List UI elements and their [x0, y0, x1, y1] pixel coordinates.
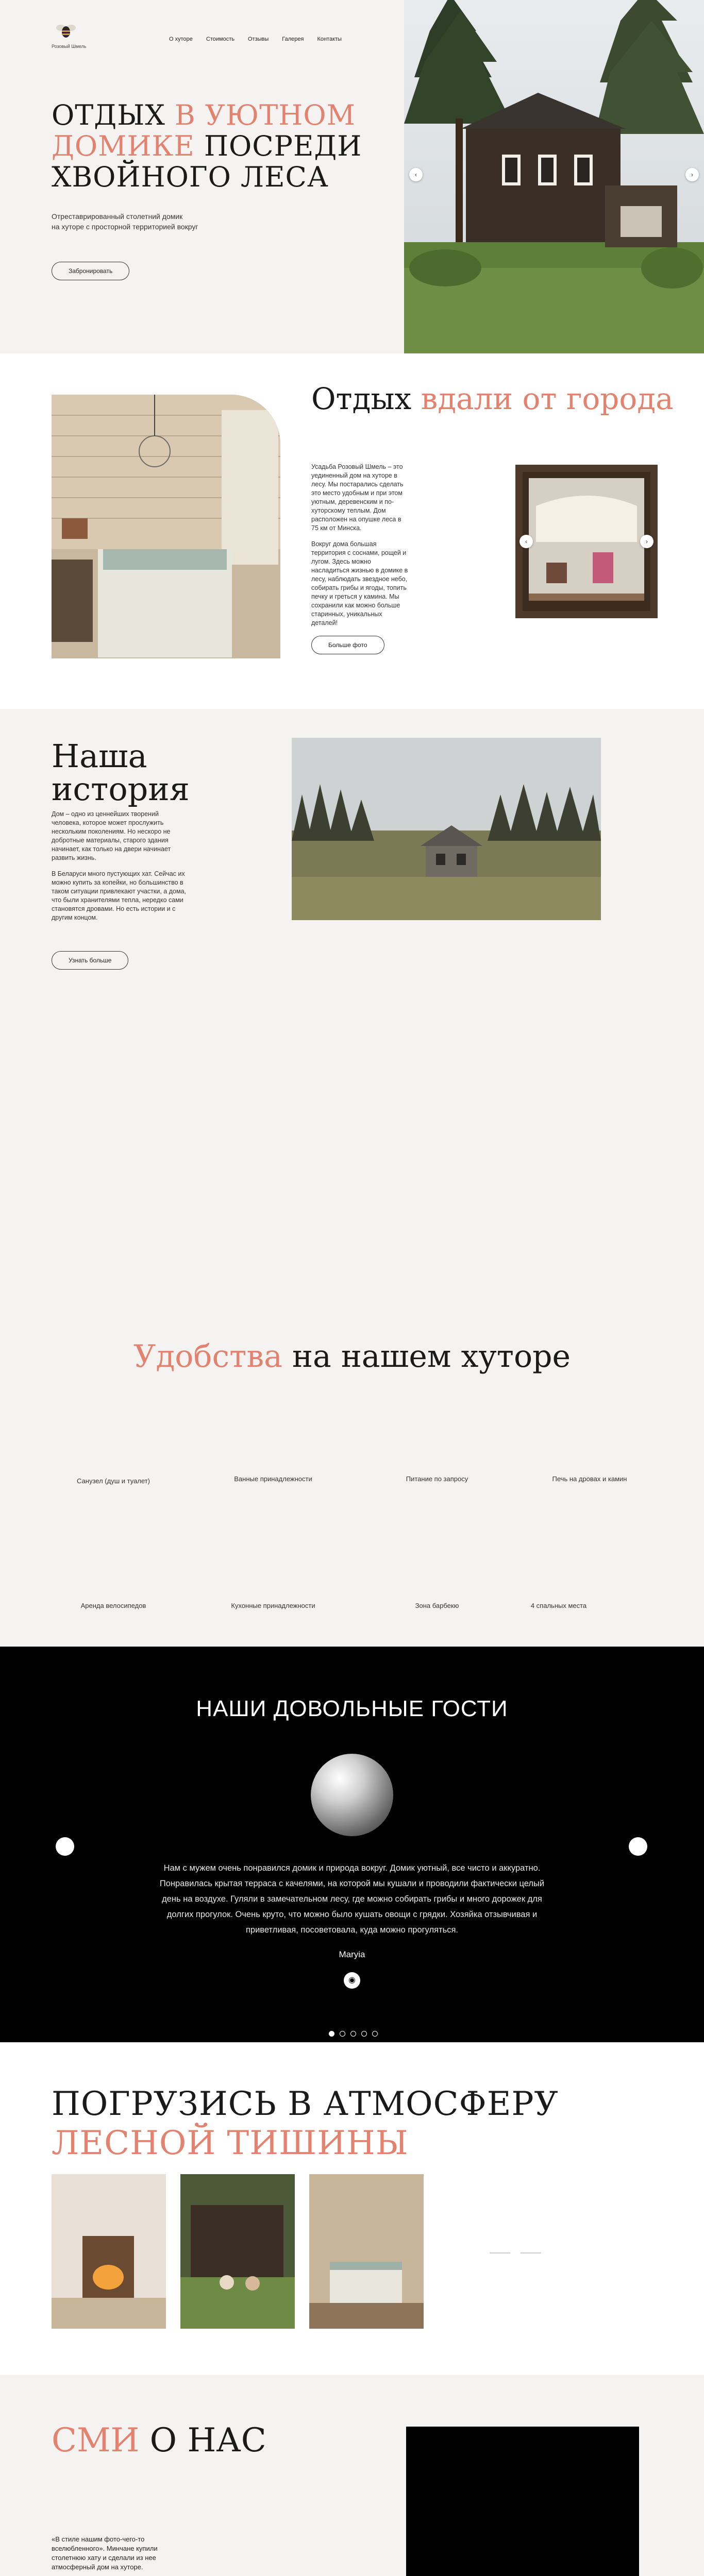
amenities-title-rest: на нашем хуторе [282, 1338, 571, 1375]
amenity-fireplace: Печь на дровах и камин [552, 1475, 627, 1483]
social-link-icon[interactable]: ◉ [344, 1972, 360, 1989]
reviews-next-arrow[interactable] [629, 1837, 647, 1856]
hero-subtitle-line2: на хуторе с просторной территорией вокруг [52, 223, 198, 231]
gallery-photo-fireplace[interactable] [52, 2174, 166, 2329]
history-title: Наша история [52, 737, 190, 808]
reviews-dot[interactable] [340, 2031, 345, 2037]
bee-logo-icon [56, 23, 76, 39]
old-house-photo [292, 738, 601, 920]
chevron-right-icon: › [691, 171, 693, 178]
amenities-title-accent: Удобства [133, 1338, 282, 1375]
hero-next-arrow[interactable] [685, 168, 699, 181]
about-title-accent: вдали от города [421, 381, 674, 416]
hero-house-photo [404, 0, 704, 353]
hero-subtitle-line1: Отреставрированный столетний домик [52, 212, 183, 221]
about-text [311, 463, 408, 635]
about-paragraph-1: Усадьба Розовый Шмель – это уединенный дом на хуторе в лесу. Мы постарались сделать это место удобным и при этом уютным, деревенским и по-хуторскому теплым. Дом расположен на опушке леса в 75 км от Минска. [311, 463, 404, 532]
about-section [0, 353, 704, 709]
learn-more-button[interactable]: Узнать больше [52, 951, 128, 970]
gallery-photo-terrace[interactable] [180, 2174, 295, 2329]
window-prev-arrow[interactable] [519, 535, 533, 548]
about-title-part1: Отдых [311, 381, 421, 416]
atmosphere-title [52, 2084, 559, 2163]
gallery-photo-kitchen[interactable] [309, 2174, 424, 2329]
nav-item-gallery[interactable]: Галерея [282, 36, 304, 42]
nav-item-contacts[interactable]: Контакты [317, 36, 342, 42]
amenities-title [0, 1338, 704, 1375]
hero-title-part2: ПОСРЕДИ ХВОЙНОГО ЛЕСА [52, 130, 362, 193]
amenity-bbq: Зона барбекю [415, 1602, 459, 1609]
interior-photo [52, 395, 280, 658]
history-section [0, 709, 704, 1647]
hero-title [52, 100, 371, 193]
reviewer-avatar [311, 1754, 393, 1836]
atmosphere-title-line2: ЛЕСНОЙ ТИШИНЫ [52, 2124, 409, 2162]
hero-left [0, 0, 404, 353]
media-title [52, 2421, 266, 2460]
chevron-left-icon: ‹ [525, 538, 527, 545]
amenity-food: Питание по запросу [406, 1475, 468, 1483]
amenity-bikes: Аренда велосипедов [80, 1602, 146, 1609]
main-nav [169, 36, 342, 42]
reviews-dot[interactable] [350, 2031, 356, 2037]
atmosphere-title-line1: ПОГРУЗИСЬ В АТМОСФЕРУ [52, 2085, 559, 2123]
about-title [311, 383, 674, 414]
hero-title-accent: В УЮТНОМ ДОМИКЕ [52, 99, 356, 162]
nav-item-reviews[interactable]: Отзывы [247, 36, 269, 42]
reviewer-name: Maryia [339, 1950, 365, 1959]
hero-book-button[interactable]: Забронировать [52, 262, 129, 280]
review-text: Нам с мужем очень понравился домик и природа вокруг. Домик уютный, все чисто и аккуратно. Понравилась крытая терраса с качелями, на которой мы кушали и проводили фактически целый день на воздухе. Гуляли в замечательном лесу, где можно собирать грибы и много дорожек для долгих прогулок. Очень круто, что можно было кушать овощи с грядки. Хозяйка отзывчивая и приветливая, посоветовала, куда можно прогуляться. [159, 1863, 545, 1935]
hero-title-part1: ОТДЫХ [52, 99, 175, 131]
media-text: «В стиле нашим фото-чего-то вселюбленного». Минчане купили столетнюю хату и сделали из нее атмосферный дом на хуторе. [52, 2535, 158, 2571]
gallery-next-arrow[interactable] [521, 2252, 541, 2253]
media-title-rest: О НАС [139, 2421, 266, 2460]
chevron-right-icon: › [646, 538, 648, 545]
reviews-title: НАШИ ДОВОЛЬНЫЕ ГОСТИ [196, 1696, 508, 1721]
amenity-kitchenware: Кухонные принадлежности [231, 1602, 315, 1609]
nav-item-about[interactable]: О хуторе [169, 36, 193, 42]
reviews-dot[interactable] [372, 2031, 378, 2037]
about-paragraph-2: Вокруг дома большая территория с соснами, рощей и лугом. Здесь можно насладиться жизнью в домике в лесу, наблюдать звездное небо, собирать грибы и ягоды, топить печку и греться у камина. Мы сохранили как можно больше старинных, уникальных деталей! [311, 540, 408, 626]
hero-slider [404, 0, 704, 353]
history-paragraph-1: Дом – одно из ценнейших творений человека, которое может прослужить нескольким поколениям. Но нескоро не добротные материалы, старого здания начинает, как только на двери начинает развить жизнь. [52, 810, 171, 861]
media-section [0, 2375, 704, 2576]
logo-text: Розовый Шмель [52, 44, 87, 49]
media-title-accent: СМИ [52, 2421, 140, 2460]
amenity-bath-supplies: Ванные принадлежности [234, 1475, 312, 1483]
logo[interactable] [52, 23, 87, 49]
atmosphere-section [0, 2042, 704, 2375]
chevron-left-icon: ‹ [415, 171, 417, 178]
amenity-bathroom: Санузел (душ и туалет) [77, 1477, 150, 1485]
gallery-prev-arrow[interactable] [490, 2252, 510, 2253]
reviews-prev-arrow[interactable] [56, 1837, 74, 1856]
media-video[interactable] [406, 2427, 639, 2576]
nav-item-price[interactable]: Стоимость [206, 36, 234, 42]
hero-prev-arrow[interactable] [409, 168, 423, 181]
reviews-dot[interactable] [329, 2031, 334, 2037]
hero-section [0, 0, 704, 353]
history-text [52, 810, 190, 929]
reviews-dots [329, 2031, 378, 2037]
history-paragraph-2: В Беларуси много пустующих хат. Сейчас их можно купить за копейки, но большинство в таком ситуации привлекают участки, а дома, что были хранителями тепла, нередко сами становятся дровами. Но есть истории и с другим концом. [52, 870, 186, 921]
reviews-dot[interactable] [361, 2031, 367, 2037]
window-photo [515, 465, 658, 618]
window-next-arrow[interactable] [640, 535, 653, 548]
more-photos-button[interactable]: Больше фото [311, 636, 384, 654]
hero-subtitle [52, 211, 198, 232]
amenity-beds: 4 спальных места [530, 1602, 587, 1609]
reviews-section [0, 1647, 704, 2042]
window-slider [515, 465, 658, 618]
